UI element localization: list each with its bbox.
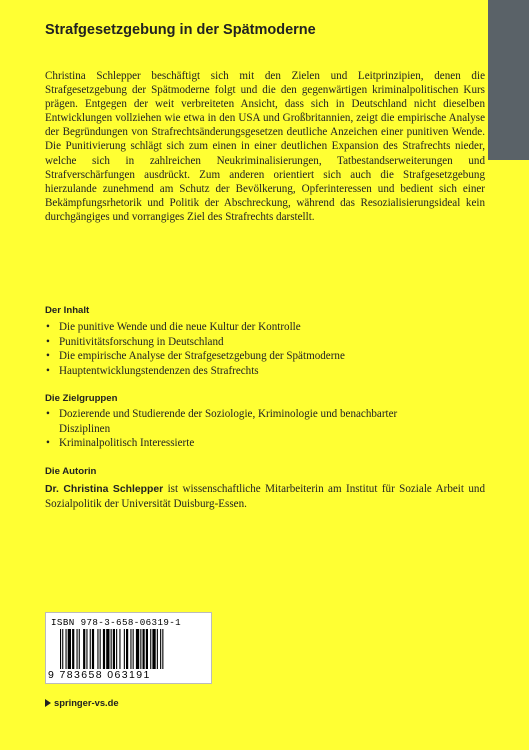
barcode-bar [146,629,148,669]
barcode-bar [160,629,161,669]
heading-zielgruppen: Die Zielgruppen [45,393,118,404]
barcode-bar [162,629,163,669]
list-item: • Die punitive Wende und die neue Kultur der Kontrolle [45,320,445,335]
barcode-bar [72,629,74,669]
list-zielgruppen [45,407,445,451]
page-title: Strafgesetzgebung in der Spätmoderne [45,22,316,38]
barcode-bar [68,629,71,669]
barcode-bar [119,629,120,669]
list-item: • Hauptentwicklungstendenzen des Strafrechts [45,364,445,379]
barcode [45,612,212,684]
author-name: Dr. Christina Schlepper [45,484,164,495]
list-item: • Dozierende und Studierende der Soziologie, Kriminologie und benachbarter Disziplinen [45,407,445,436]
barcode-bar [62,629,63,669]
author-description: ist wissenschaftliche Mitarbeiterin am Institut für Soziale Arbeit und Sozialpolitik der Universität Duisburg-Essen. [45,483,485,511]
barcode-bars [60,629,200,669]
list-item: • Die empirische Analyse der Strafgesetzgebung der Spätmoderne [45,349,445,364]
barcode-bar [60,629,61,669]
barcode-bar [116,629,117,669]
heading-autorin: Die Autorin [45,466,97,477]
barcode-bar [133,629,134,669]
barcode-bar [79,629,80,669]
barcode-bar [111,629,112,669]
barcode-bar [66,629,67,669]
barcode-bar [136,629,139,669]
barcode-bar [150,629,151,669]
author-paragraph [45,482,485,511]
barcode-bar [97,629,98,669]
barcode-bar [100,629,101,669]
cover-side-bar [488,0,529,160]
barcode-bar [83,629,85,669]
list-inhalt [45,320,445,378]
barcode-bar [92,629,94,669]
heading-inhalt: Der Inhalt [45,305,90,316]
barcode-bar [152,629,155,669]
barcode-bar [130,629,131,669]
barcode-bar [106,629,109,669]
barcode-bar [143,629,145,669]
isbn-label: ISBN 978-3-658-06319-1 [51,617,182,628]
barcode-bar [77,629,78,669]
arrow-right-icon [45,699,51,707]
barcode-bar [140,629,141,669]
publisher-link-text: springer-vs.de [54,697,119,708]
barcode-bar [157,629,158,669]
barcode-bar [124,629,125,669]
barcode-bar [90,629,91,669]
list-item: • Kriminalpolitisch Interessierte [45,436,445,451]
publisher-link[interactable] [45,697,119,708]
barcode-digits: 9 783658 063191 [48,669,151,681]
barcode-bar [86,629,87,669]
intro-paragraph: Christina Schlepper beschäftigt sich mit den Zielen und Leitprinzipien, denen die Strafgesetzgebung der Spätmoderne folgt und die den gegenwärtigen kriminalpolitischen Kurs prägen. Entgegen der weit verbreiteten Ansicht, dass sich in Deutschland nicht dieselben Entwicklungen vollziehen wie etwa in den USA und Großbritannien, zeigt die empirische Analyse der Begründungen von Strafrechtsänderungsgesetzen deutliche Anzeichen einer punitiven Wende. Die Punitivierung schlägt sich zum einen in einer deutlichen Expansion des Strafrechts nieder, welche sich in zahlreichen Neukriminalisierungen, Tatbestandserweiterungen und Strafverschärfungen ausdrückt. Zum anderen orientiert sich auch die Strafgesetzgebung hierzulande zunehmend am Schutz der Bevölkerung, Opferinteressen und bedient sich einer Bekämpfungsrhetorik und Politik der Abschreckung, während das Resozialisierungsideal kein durchgängiges und vorrangiges Ziel des Strafrechts darstellt. [45,70,485,223]
list-item: • Punitivitätsforschung in Deutschland [45,335,445,350]
barcode-bar [113,629,115,669]
barcode-bar [103,629,105,669]
barcode-bar [126,629,128,669]
